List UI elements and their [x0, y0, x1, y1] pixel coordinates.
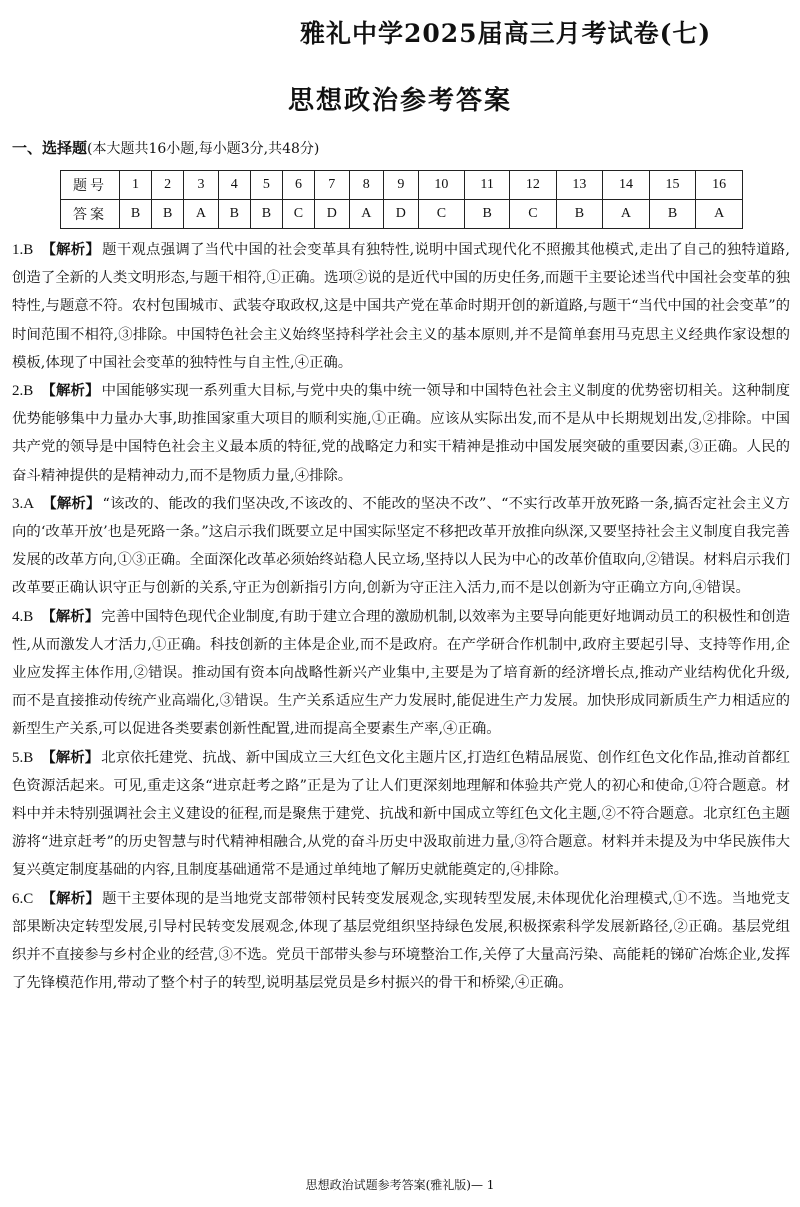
- answer-cell: B: [250, 200, 282, 229]
- explanation-item: [12, 490, 790, 603]
- analysis-tag: 【解析】: [41, 241, 101, 258]
- answer-cell: B: [218, 200, 250, 229]
- analysis-tag: 【解析】: [42, 494, 101, 512]
- question-number-cell: 13: [556, 171, 603, 200]
- document-title: 思想政治参考答案: [287, 86, 512, 116]
- analysis-text: 题干主要体现的是当地党支部带领村民转变发展观念,实现转型发展,未体现优化治理模式,①不选。当地党支部果断决定转型发展,引导村民转变发展观念,体现了基层党组织坚持绿色发展,积极探索科学发展新路径,②正确。基层党组织并不直接参与乡村企业的经营,③不选。党员干部带头参与环境整治工作,关停了大量高污染、高能耗的锑矿冶炼企业,发挥了先锋模范作用,带动了整个村子的转型,说明基层党员是乡村振兴的骨干和桥梁,④正确。: [12, 890, 790, 992]
- section-heading: [12, 137, 319, 158]
- explanation-item: [12, 744, 790, 885]
- item-number-answer: 6.C: [12, 890, 34, 907]
- answer-cell: A: [184, 200, 219, 229]
- question-number-cell: 12: [510, 171, 557, 200]
- answer-cell: B: [556, 200, 603, 229]
- question-number-cell: 7: [315, 171, 350, 200]
- analysis-text: 完善中国特色现代企业制度,有助于建立合理的激励机制,以效率为主要导向能更好地调动员工的积极性和创造性,从而激发人才活力,①正确。科技创新的主体是企业,而不是政府。在产学研合作机制中,政府主要起引导、支持等作用,企业应发挥主体作用,②错误。推动国有资本向战略性新兴产业集中,主要是为了培育新的经济增长点,推动产业结构优化升级,而不是直接推动传统产业高端化,③错误。生产关系适应生产力发展时,能促进生产力发展。加快形成同新质生产力相适应的新型生产关系,可以促进各类要素创新性配置,进而提高全要素生产率,④正确。: [12, 608, 790, 738]
- analysis-text: “该改的、能改的我们坚决改,不该改的、不能改的坚决不改”、“不实行改革开放死路一条,搞否定社会主义方向的‘改革开放’也是死路一条。”这启示我们既要立足中国实际坚定不移把改革开放推向纵深,又要坚持社会主义制度自我完善发展的改革方向,①③正确。全面深化改革必须始终站稳人民立场,坚持以人民为中心的改革价值取向,②错误。材料启示我们改革要正确认识守正与创新的关系,守正为创新指引方向,创新为守正注入活力,而不是以创新为守正确立方向,④错误。: [12, 495, 790, 597]
- answer-table: [60, 170, 743, 229]
- answer-cell: A: [603, 200, 650, 229]
- analysis-text: 北京依托建党、抗战、新中国成立三大红色文化主题片区,打造红色精品展览、创作红色文化作品,推动首都红色资源活起来。可见,重走这条“进京赶考之路”正是为了让人们更深刻地理解和体验共产党人的初心和使命,①符合题意。材料中并未特别强调社会主义建设的征程,而是聚焦于建党、抗战和新中国成立等红色文化主题,②不符合题意。北京红色主题游将“进京赶考”的历史智慧与时代精神相融合,从党的奋斗历史中汲取前进力量,③符合题意。材料并未提及为中华民族伟大复兴奠定制度基础的内容,且制度基础通常不是通过单纯地了解历史就能奠定的,④排除。: [12, 749, 790, 879]
- analysis-text: 中国能够实现一系列重大目标,与党中央的集中统一领导和中国特色社会主义制度的优势密切相关。这种制度优势能够集中力量办大事,助推国家重大项目的顺利实施,①正确。应该从实际出发,而不是从中长期规划出发,②排除。中国共产党的领导是中国特色社会主义最本质的特征,党的战略定力和实干精神是推动中国发展突破的重要因素,③正确。人民的奋斗精神提供的是精神动力,而不是物质力量,④排除。: [12, 383, 790, 484]
- question-number-header: 题号: [61, 171, 120, 200]
- page-footer: 思想政治试题参考答案(雅礼版)— 1: [305, 1178, 495, 1192]
- section-note: (本大题共16小题,每小题3分,共48分): [87, 141, 320, 157]
- answer-cell: C: [418, 200, 465, 229]
- question-number-cell: 1: [120, 171, 152, 200]
- question-number-cell: 16: [696, 171, 743, 200]
- answer-header: 答案: [61, 200, 120, 229]
- question-number-cell: 11: [465, 171, 510, 200]
- question-number-row: [61, 171, 743, 200]
- explanation-item: [12, 377, 790, 490]
- answer-cell: D: [315, 200, 350, 229]
- question-number-cell: 5: [250, 171, 282, 200]
- item-number-answer: 1.B: [12, 242, 34, 258]
- question-number-cell: 2: [152, 171, 184, 200]
- question-number-cell: 4: [218, 171, 250, 200]
- answer-cell: A: [349, 200, 384, 229]
- item-number-answer: 4.B: [12, 608, 34, 625]
- analysis-text: 题干观点强调了当代中国的社会变革具有独特性,说明中国式现代化不照搬其他模式,走出了自己的独特道路,创造了全新的人类文明形态,与题干相符,①正确。选项②说的是近代中国的历史任务,而题干主要论述当代中国社会变革的独特性,与题意不符。农村包围城市、武装夺取政权,这是中国共产党在革命时期开创的新道路,与题干“当代中国的社会变革”的时间范围不相符,③排除。中国特色社会主义始终坚持科学社会主义的基本原则,并不是简单套用马克思主义经典作家设想的模板,体现了中国社会变革的独特性与自主性,④正确。: [12, 242, 790, 371]
- analysis-tag: 【解析】: [41, 889, 101, 907]
- question-number-cell: 3: [184, 171, 219, 200]
- answer-cell: D: [384, 200, 419, 229]
- item-number-answer: 5.B: [12, 749, 34, 766]
- answer-cell: B: [152, 200, 184, 229]
- question-number-cell: 9: [384, 171, 419, 200]
- answer-cell: B: [649, 200, 696, 229]
- answer-cell: A: [696, 200, 743, 229]
- item-number-answer: 2.B: [12, 383, 34, 400]
- answer-cell: C: [282, 200, 314, 229]
- answer-cell: B: [465, 200, 510, 229]
- explanation-item: [12, 236, 790, 377]
- answer-cell: B: [120, 200, 152, 229]
- answer-row: [61, 200, 743, 229]
- answer-cell: C: [510, 200, 557, 229]
- explanation-item: [12, 885, 790, 998]
- analysis-tag: 【解析】: [41, 382, 100, 400]
- question-number-cell: 15: [649, 171, 696, 200]
- explanations-list: [12, 236, 790, 997]
- question-number-cell: 10: [418, 171, 465, 200]
- analysis-tag: 【解析】: [41, 748, 100, 766]
- item-number-answer: 3.A: [12, 495, 35, 512]
- question-number-cell: 14: [603, 171, 650, 200]
- question-number-cell: 8: [349, 171, 384, 200]
- analysis-tag: 【解析】: [41, 607, 100, 625]
- explanation-item: [12, 603, 790, 744]
- question-number-cell: 6: [282, 171, 314, 200]
- section-label: 一、选择题: [12, 139, 88, 157]
- exam-header-title: 雅礼中学2025届高三月考试卷(七): [300, 19, 712, 48]
